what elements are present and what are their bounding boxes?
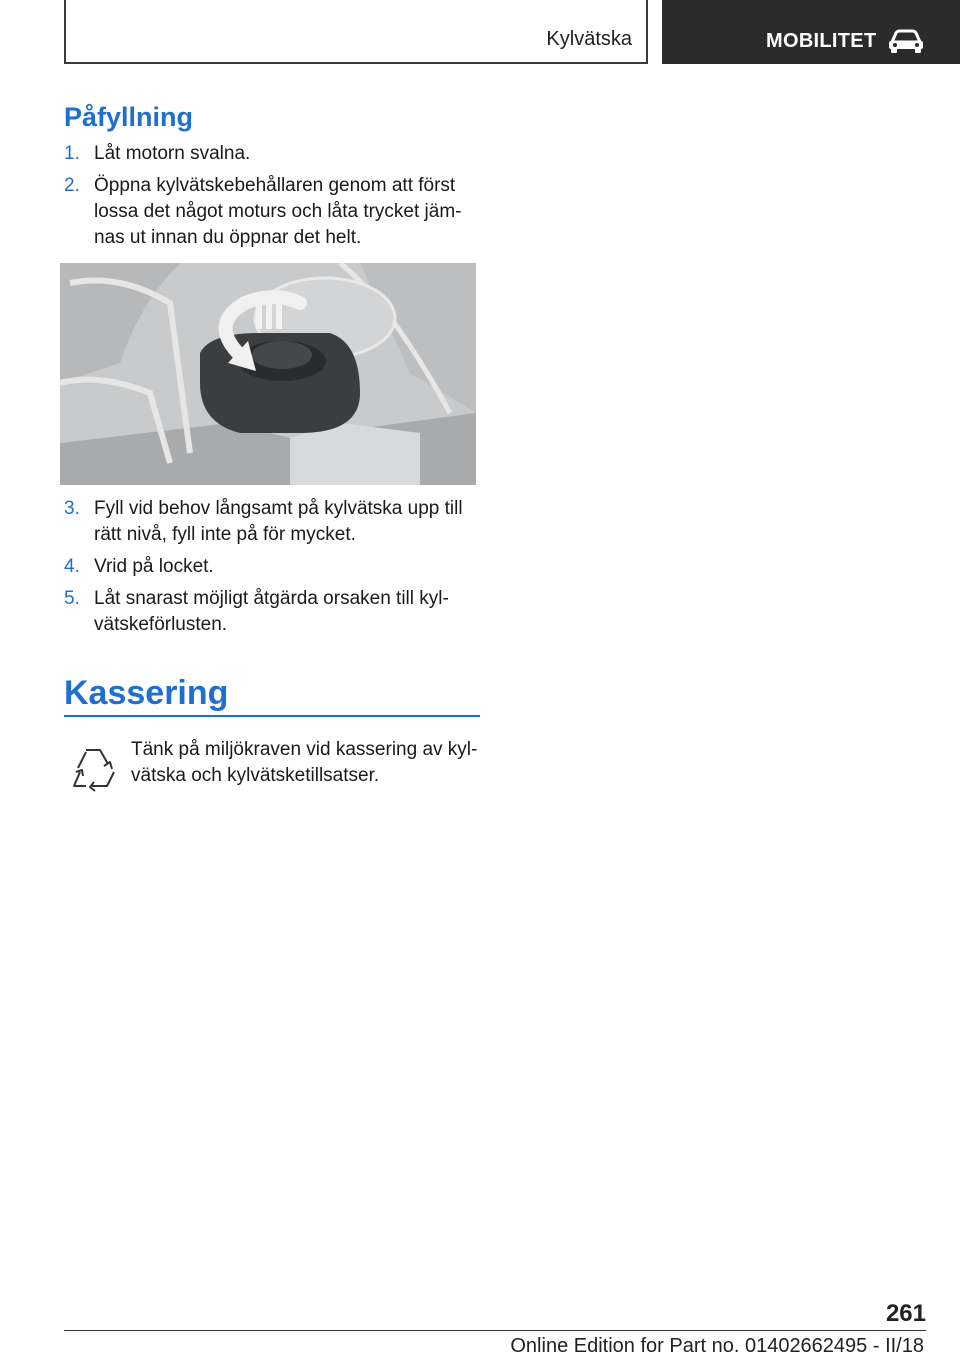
step-number: 3. (64, 498, 80, 519)
chapter-title: MOBILITET (766, 30, 877, 52)
list-item (64, 173, 480, 251)
steps-list-1 (64, 141, 480, 257)
coolant-cap-illustration (60, 263, 476, 485)
disposal-heading: Kassering (64, 674, 229, 712)
list-item (64, 141, 480, 167)
list-item (64, 586, 480, 638)
step-text: Fyll vid behov långsamt på kylvätska upp till rätt nivå, fyll inte på för mycket. (94, 498, 463, 545)
step-number: 5. (64, 588, 80, 609)
step-number: 2. (64, 175, 80, 196)
edition-text: Online Edition for Part no. 01402662495 - II/18 (510, 1335, 924, 1357)
step-text: Låt snarast möjligt åtgärda orsaken till kylvätskeförlusten. (94, 588, 449, 635)
refill-heading: Påfyllning (64, 102, 194, 132)
section-title: Kylvätska (546, 28, 632, 50)
step-text: Öppna kylvätskebehållaren genom att först lossa det något moturs och låta trycket jämnas ut innan du öppnar det helt. (94, 175, 462, 248)
header-section-box (64, 0, 648, 64)
heading-divider (64, 715, 480, 717)
steps-list-2 (64, 496, 480, 644)
recycle-icon (66, 742, 120, 796)
step-number: 1. (64, 143, 80, 164)
step-text: Låt motorn svalna. (94, 143, 251, 164)
footer-divider (64, 1330, 926, 1331)
step-number: 4. (64, 556, 80, 577)
disposal-text: Tänk på miljökraven vid kassering av kylvätska och kylvätsketillsatser. (131, 739, 478, 786)
car-icon (888, 28, 924, 54)
page-number: 261 (885, 1300, 926, 1327)
header-chapter-box (662, 0, 960, 64)
step-text: Vrid på locket. (94, 556, 214, 577)
list-item (64, 496, 480, 548)
list-item (64, 554, 480, 580)
